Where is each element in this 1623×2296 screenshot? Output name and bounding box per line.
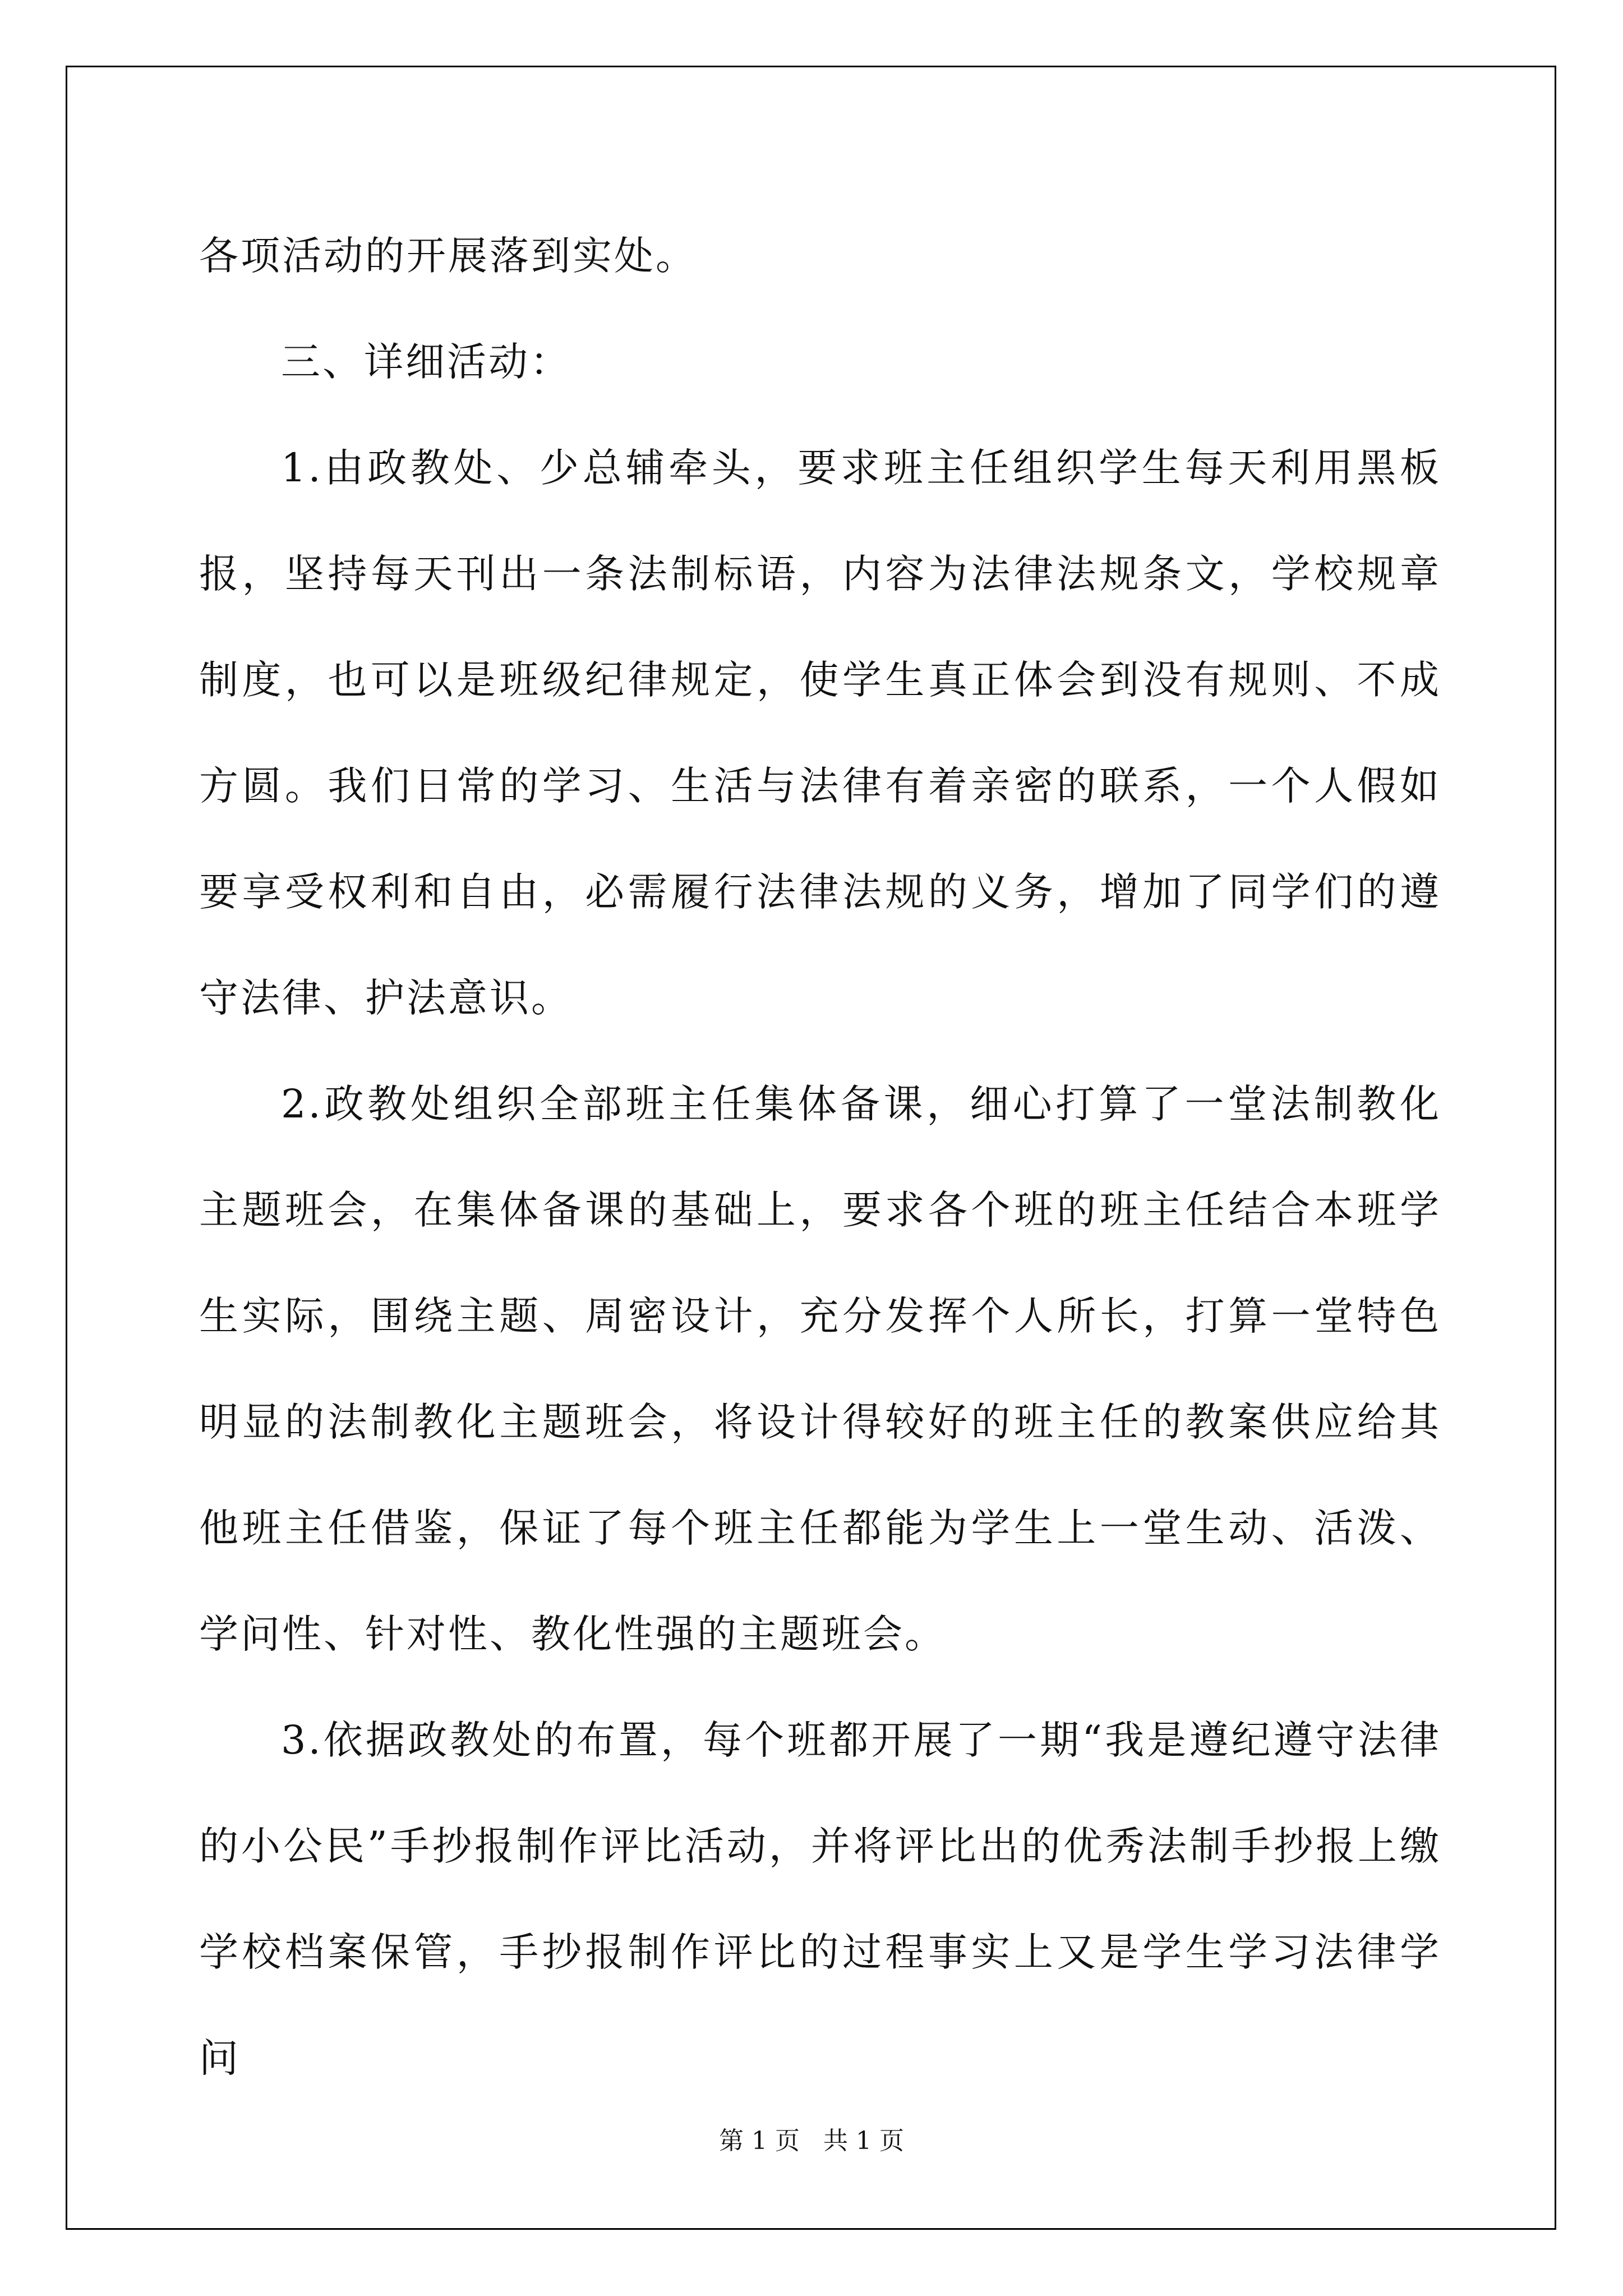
paragraph: 2.政教处组织全部班主任集体备课，细心打算了一堂法制教化主题班会，在集体备课的基础上，要求各个班的班主任结合本班学生实际，围绕主题、周密设计，充分发挥个人所长，打算一堂特色明显的法制教化主题班会，将设计得较好的班主任的教案供应给其他班主任借鉴，保证了每个班主任都能为学生上一堂生动、活泼、学问性、针对性、教化性强的主题班会。 xyxy=(199,1081,1441,1657)
section-heading: 三、详细活动： xyxy=(281,339,571,385)
page-number-footer: 第 1 页 共 1 页 xyxy=(719,2127,904,2155)
paragraph: 各项活动的开展落到实处。 xyxy=(199,233,697,279)
document-body xyxy=(199,203,1441,2111)
paragraph: 1.由政教处、少总辅牵头，要求班主任组织学生每天利用黑板报，坚持每天刊出一条法制标语，内容为法律法规条文，学校规章制度，也可以是班级纪律规定，使学生真正体会到没有规则、不成方圆。我们日常的学习、生活与法律有着亲密的联系，一个人假如要享受权利和自由，必需履行法律法规的义务，增加了同学们的遵守法律、护法意识。 xyxy=(199,445,1441,1021)
paragraph: 3.依据政教处的布置，每个班都开展了一期“我是遵纪遵守法律的小公民”手抄报制作评比活动，并将评比出的优秀法制手抄报上缴学校档案保管，手抄报制作评比的过程事实上又是学生学习法律学问 xyxy=(199,1717,1441,2081)
